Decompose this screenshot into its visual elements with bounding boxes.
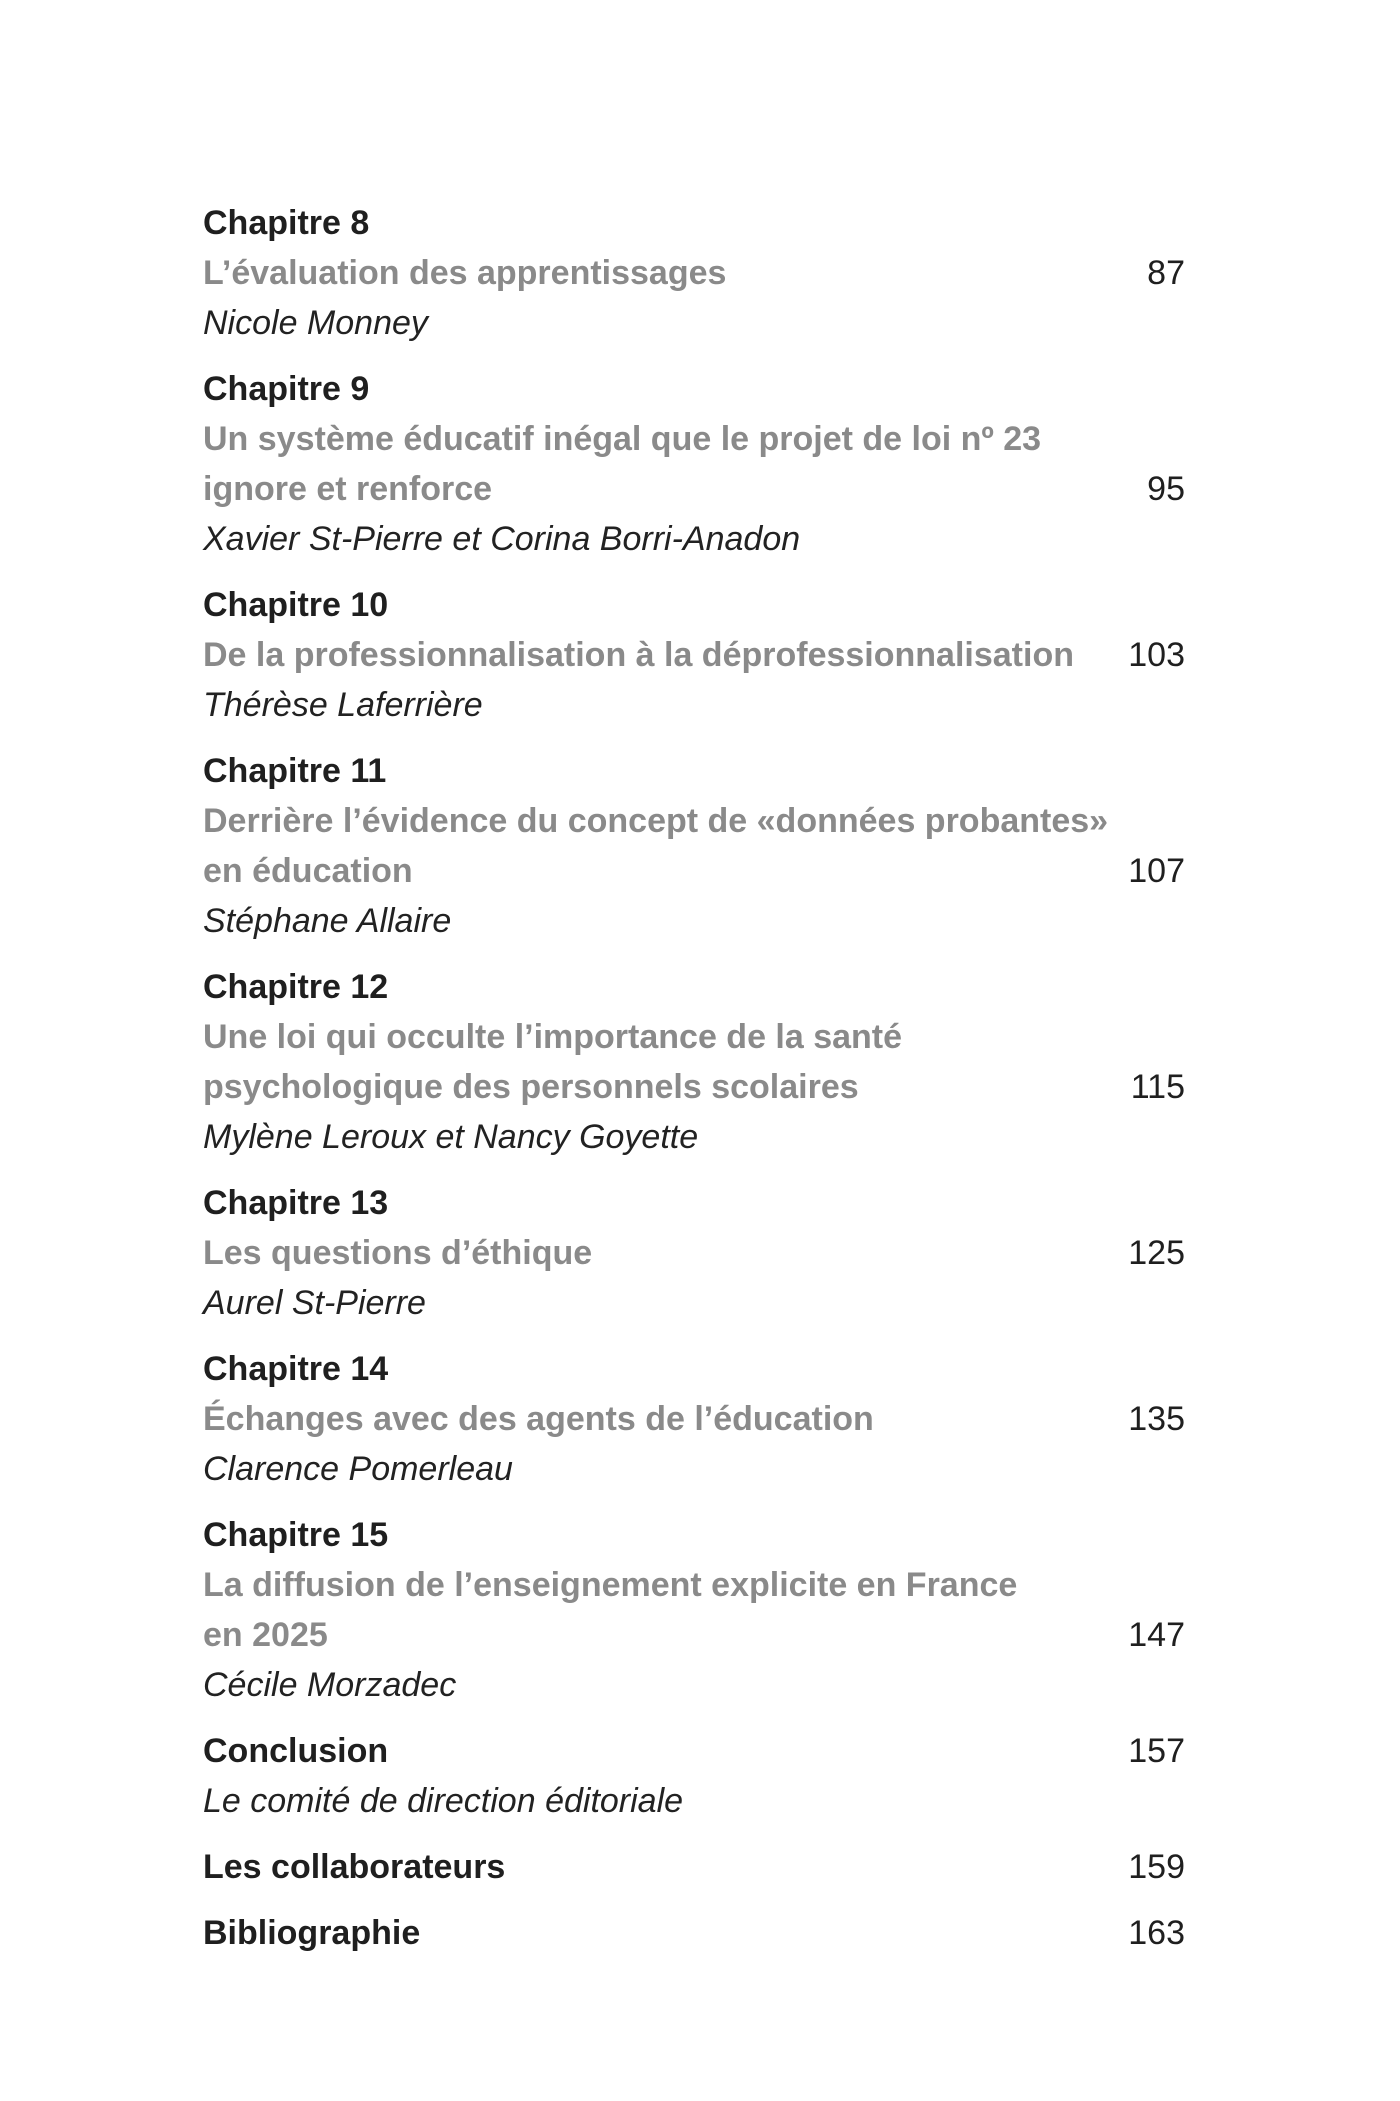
toc-entry-chapitre-15 (203, 1510, 1185, 1710)
chapter-title-line (203, 1228, 1185, 1278)
chapter-title-line: Une loi qui occulte l’importance de la santé (203, 1018, 903, 1056)
chapter-label: Chapitre 14 (203, 1350, 389, 1388)
page-number: 115 (1130, 1068, 1185, 1106)
chapter-label: Chapitre 9 (203, 370, 370, 408)
chapter-author: Stéphane Allaire (203, 902, 452, 940)
chapter-label: Chapitre 8 (203, 204, 370, 242)
table-of-contents (203, 198, 1185, 1974)
chapter-title-text: psychologique des personnels scolaires (203, 1068, 859, 1106)
chapter-author: Nicole Monney (203, 304, 428, 342)
section-heading: Conclusion (203, 1732, 389, 1770)
chapter-label: Chapitre 15 (203, 1516, 389, 1554)
page-number: 157 (1128, 1732, 1185, 1770)
page-number: 107 (1128, 852, 1185, 890)
chapter-author: Mylène Leroux et Nancy Goyette (203, 1118, 699, 1156)
chapter-title-text: Les questions d’éthique (203, 1234, 593, 1272)
page-number: 147 (1128, 1616, 1185, 1654)
section-heading: Bibliographie (203, 1914, 421, 1952)
chapter-author: Clarence Pomerleau (203, 1450, 513, 1488)
chapter-author: Thérèse Laferrière (203, 686, 483, 724)
chapter-title-text: De la professionnalisation à la déprofessionnalisation (203, 636, 1074, 674)
chapter-title-line (203, 248, 1185, 298)
page-number: 103 (1128, 636, 1185, 674)
page-number: 95 (1147, 470, 1185, 508)
toc-entry-collaborateurs (203, 1842, 1185, 1892)
chapter-label: Chapitre 13 (203, 1184, 389, 1222)
chapter-label: Chapitre 11 (203, 752, 387, 790)
chapter-title-line (203, 464, 1185, 514)
page-number: 159 (1128, 1848, 1185, 1886)
toc-entry-chapitre-14 (203, 1344, 1185, 1494)
chapter-title-text: L’évaluation des apprentissages (203, 254, 727, 292)
chapter-author: Aurel St-Pierre (203, 1284, 426, 1322)
chapter-title-text: en 2025 (203, 1616, 328, 1654)
page-number: 163 (1128, 1914, 1185, 1952)
section-heading-line (203, 1726, 1185, 1776)
chapter-title-line: La diffusion de l’enseignement explicite en France (203, 1566, 1018, 1604)
chapter-author: Xavier St-Pierre et Corina Borri-Anadon (203, 520, 801, 558)
section-heading-line (203, 1908, 1185, 1958)
chapter-title-line (203, 846, 1185, 896)
toc-entry-chapitre-13 (203, 1178, 1185, 1328)
chapter-title-line (203, 1062, 1185, 1112)
section-heading-line (203, 1842, 1185, 1892)
section-heading: Les collaborateurs (203, 1848, 506, 1886)
chapter-label: Chapitre 12 (203, 968, 389, 1006)
chapter-title-line (203, 1394, 1185, 1444)
toc-entry-chapitre-12 (203, 962, 1185, 1162)
toc-entry-conclusion (203, 1726, 1185, 1826)
chapter-title-line: Derrière l’évidence du concept de «données probantes» (203, 802, 1109, 840)
toc-entry-bibliographie (203, 1908, 1185, 1958)
toc-entry-chapitre-11 (203, 746, 1185, 946)
chapter-author: Cécile Morzadec (203, 1666, 457, 1704)
chapter-author: Le comité de direction éditoriale (203, 1782, 684, 1820)
chapter-title-line: Un système éducatif inégal que le projet de loi nº 23 (203, 420, 1042, 458)
page-number: 87 (1147, 254, 1185, 292)
chapter-title-line (203, 630, 1185, 680)
chapter-title-text: ignore et renforce (203, 470, 493, 508)
page-number: 135 (1128, 1400, 1185, 1438)
toc-entry-chapitre-10 (203, 580, 1185, 730)
chapter-title-line (203, 1610, 1185, 1660)
toc-entry-chapitre-9 (203, 364, 1185, 564)
toc-entry-chapitre-8 (203, 198, 1185, 348)
chapter-label: Chapitre 10 (203, 586, 389, 624)
page-number: 125 (1128, 1234, 1185, 1272)
chapter-title-text: en éducation (203, 852, 413, 890)
chapter-title-text: Échanges avec des agents de l’éducation (203, 1400, 874, 1438)
